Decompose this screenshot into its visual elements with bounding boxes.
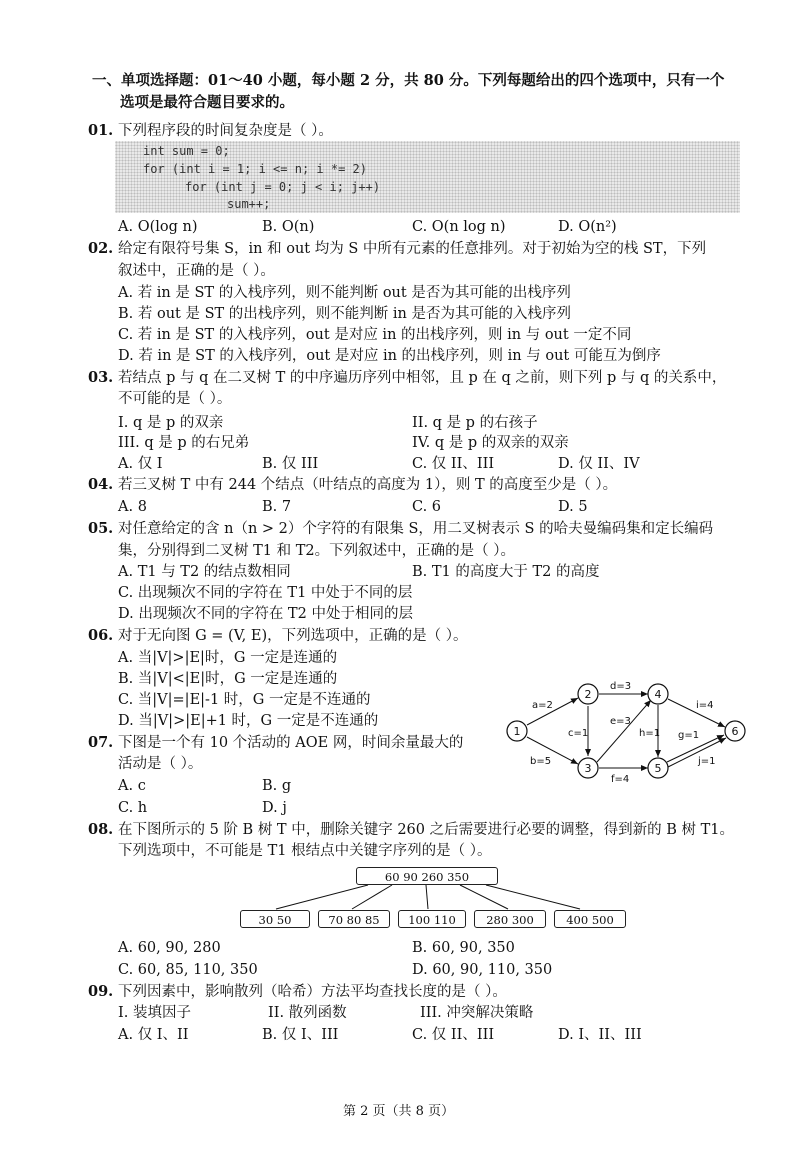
btree-leaf-node: 280 300 [474, 910, 546, 928]
q02-option-a[interactable]: A. 若 in 是 ST 的入栈序列，则不能判断 out 是否为其可能的出栈序列 [118, 285, 571, 301]
edge-label-g: g=1 [678, 730, 700, 741]
btree-leaf-node: 30 50 [240, 910, 310, 928]
edge-label-i: i=4 [696, 700, 714, 711]
q05-option-c[interactable]: C. 出现频次不同的字符在 T1 中处于不同的层 [118, 585, 413, 601]
btree-root-node: 60 90 260 350 [356, 867, 498, 885]
q05-stem-2: 集，分别得到二叉树 T1 和 T2。下列叙述中，正确的是（ ）。 [118, 543, 515, 559]
q06-option-d[interactable]: D. 当|V|>|E|+1 时，G 一定是不连通的 [118, 713, 379, 729]
q05-option-b[interactable]: B. T1 的高度大于 T2 的高度 [412, 564, 600, 580]
edge-j [668, 738, 726, 767]
aoe-network-diagram [500, 678, 760, 788]
q03-stem-1: 若结点 p 与 q 在二叉树 T 的中序遍历序列中相邻，且 p 在 q 之前，则下列 p 与 q 的关系中， [118, 370, 727, 386]
q01-stem: 下列程序段的时间复杂度是（ ）。 [118, 123, 333, 139]
q01-option-c[interactable]: C. O(n log n) [412, 219, 506, 235]
q02-stem-1: 给定有限符号集 S，in 和 out 均为 S 中所有元素的任意排列。对于初始为空的栈 ST，下列 [118, 241, 707, 257]
btree-leaf-node: 400 500 [554, 910, 626, 928]
section-header-line-2: 选项是最符合题目要求的。 [120, 94, 294, 111]
btree-leaf-node: 70 80 85 [318, 910, 390, 928]
edge-label-c: c=1 [568, 728, 589, 739]
q04-option-d[interactable]: D. 5 [558, 499, 588, 515]
q05-number: 05. [88, 520, 114, 537]
edge-label-a: a=2 [532, 700, 553, 711]
q03-item-4: IV. q 是 p 的双亲的双亲 [412, 435, 569, 451]
q08-option-b[interactable]: B. 60, 90, 350 [412, 940, 515, 956]
code-line: sum++; [227, 197, 271, 211]
q01-number: 01. [88, 122, 114, 139]
section-header-line-1: 一、单项选择题：01～40 小题，每小题 2 分，共 80 分。下列每题给出的四个选项中，只有一个 [92, 72, 725, 89]
edge-label-b: b=5 [530, 756, 552, 767]
q03-item-3: III. q 是 p 的右兄弟 [118, 435, 250, 451]
q06-option-a[interactable]: A. 当|V|>|E|时，G 一定是连通的 [118, 650, 338, 666]
q07-option-d[interactable]: D. j [262, 800, 287, 816]
btree-leaf-node: 100 110 [398, 910, 466, 928]
q02-option-d[interactable]: D. 若 in 是 ST 的入栈序列，out 是对应 in 的出栈序列，则 in 与 out 可能互为倒序 [118, 348, 661, 364]
q03-option-b[interactable]: B. 仅 III [262, 456, 319, 472]
edge-label-d: d=3 [610, 681, 632, 692]
edge-label-f: f=4 [611, 774, 630, 785]
node-label-1: 1 [513, 725, 521, 738]
q04-option-c[interactable]: C. 6 [412, 499, 442, 515]
edge-label-h: h=1 [639, 728, 661, 739]
node-label-3: 3 [584, 762, 592, 775]
q06-number: 06. [88, 627, 114, 644]
q02-number: 02. [88, 240, 114, 257]
code-line: for (int i = 1; i <= n; i *= 2) [143, 162, 367, 176]
q09-stem: 下列因素中，影响散列（哈希）方法平均查找长度的是（ ）。 [118, 984, 507, 1000]
q07-option-a[interactable]: A. c [118, 778, 146, 794]
node-label-2: 2 [584, 688, 592, 701]
edge-label-j: j=1 [698, 756, 716, 767]
edge-label-e: e=3 [610, 716, 631, 727]
q02-option-b[interactable]: B. 若 out 是 ST 的出栈序列，则不能判断 in 是否为其可能的入栈序列 [118, 306, 572, 322]
q09-option-d[interactable]: D. I、II、III [558, 1027, 642, 1043]
q07-number: 07. [88, 734, 114, 751]
q04-option-a[interactable]: A. 8 [118, 499, 147, 515]
q03-item-1: I. q 是 p 的双亲 [118, 415, 224, 431]
q09-option-b[interactable]: B. 仅 I、III [262, 1027, 339, 1043]
q07-option-b[interactable]: B. g [262, 778, 292, 794]
q07-stem-1: 下图是一个有 10 个活动的 AOE 网，时间余量最大的 [118, 735, 464, 751]
q03-item-2: II. q 是 p 的右孩子 [412, 415, 538, 431]
q03-number: 03. [88, 369, 114, 386]
code-line: for (int j = 0; j < i; j++) [185, 180, 381, 194]
q08-option-d[interactable]: D. 60, 90, 110, 350 [412, 962, 553, 978]
q02-stem-2: 叙述中，正确的是（ ）。 [118, 263, 275, 279]
q07-stem-2: 活动是（ ）。 [118, 756, 203, 772]
q04-stem: 若三叉树 T 中有 244 个结点（叶结点的高度为 1），则 T 的高度至少是（ ）。 [118, 477, 618, 493]
q06-stem: 对于无向图 G = (V, E)，下列选项中，正确的是（ ）。 [118, 628, 468, 644]
q09-item-2: II. 散列函数 [268, 1005, 347, 1021]
q09-option-a[interactable]: A. 仅 I、II [118, 1027, 189, 1043]
code-line: int sum = 0; [143, 144, 230, 158]
q08-stem-2: 下列选项中，不可能是 T1 根结点中关键字序列的是（ ）。 [118, 843, 492, 859]
page-footer: 第 2 页（共 8 页） [343, 1104, 455, 1119]
node-label-4: 4 [654, 688, 662, 701]
q08-stem-1: 在下图所示的 5 阶 B 树 T 中，删除关键字 260 之后需要进行必要的调整，得到新的 B 树 T1。 [118, 822, 734, 838]
q04-option-b[interactable]: B. 7 [262, 499, 292, 515]
node-label-6: 6 [731, 725, 739, 738]
q07-option-c[interactable]: C. h [118, 800, 148, 816]
q05-option-d[interactable]: D. 出现频次不同的字符在 T2 中处于相同的层 [118, 606, 413, 622]
node-label-5: 5 [654, 762, 662, 775]
q08-option-c[interactable]: C. 60, 85, 110, 350 [118, 962, 258, 978]
q02-option-c[interactable]: C. 若 in 是 ST 的入栈序列，out 是对应 in 的出栈序列，则 in 与 out 一定不同 [118, 327, 632, 343]
q04-number: 04. [88, 476, 114, 493]
q06-option-b[interactable]: B. 当|V|<|E|时，G 一定是连通的 [118, 671, 338, 687]
q03-option-d[interactable]: D. 仅 II、IV [558, 456, 640, 472]
q05-option-a[interactable]: A. T1 与 T2 的结点数相同 [118, 564, 291, 580]
q06-option-c[interactable]: C. 当|V|=|E|-1 时，G 一定是不连通的 [118, 692, 371, 708]
q03-stem-2: 不可能的是（ ）。 [118, 391, 232, 407]
q09-item-3: III. 冲突解决策略 [420, 1005, 534, 1021]
q05-stem-1: 对任意给定的含 n（n > 2）个字符的有限集 S，用二叉树表示 S 的哈夫曼编码集和定长编码 [118, 521, 714, 537]
q03-option-c[interactable]: C. 仅 II、III [412, 456, 495, 472]
q03-option-a[interactable]: A. 仅 I [118, 456, 163, 472]
q01-option-d[interactable]: D. O(n²) [558, 219, 617, 235]
q09-item-1: I. 装填因子 [118, 1005, 191, 1021]
q08-number: 08. [88, 821, 114, 838]
q01-code-block [115, 141, 740, 213]
q09-number: 09. [88, 983, 114, 1000]
q08-option-a[interactable]: A. 60, 90, 280 [118, 940, 221, 956]
q01-option-b[interactable]: B. O(n) [262, 219, 315, 235]
q09-option-c[interactable]: C. 仅 II、III [412, 1027, 495, 1043]
q01-option-a[interactable]: A. O(log n) [118, 219, 198, 235]
